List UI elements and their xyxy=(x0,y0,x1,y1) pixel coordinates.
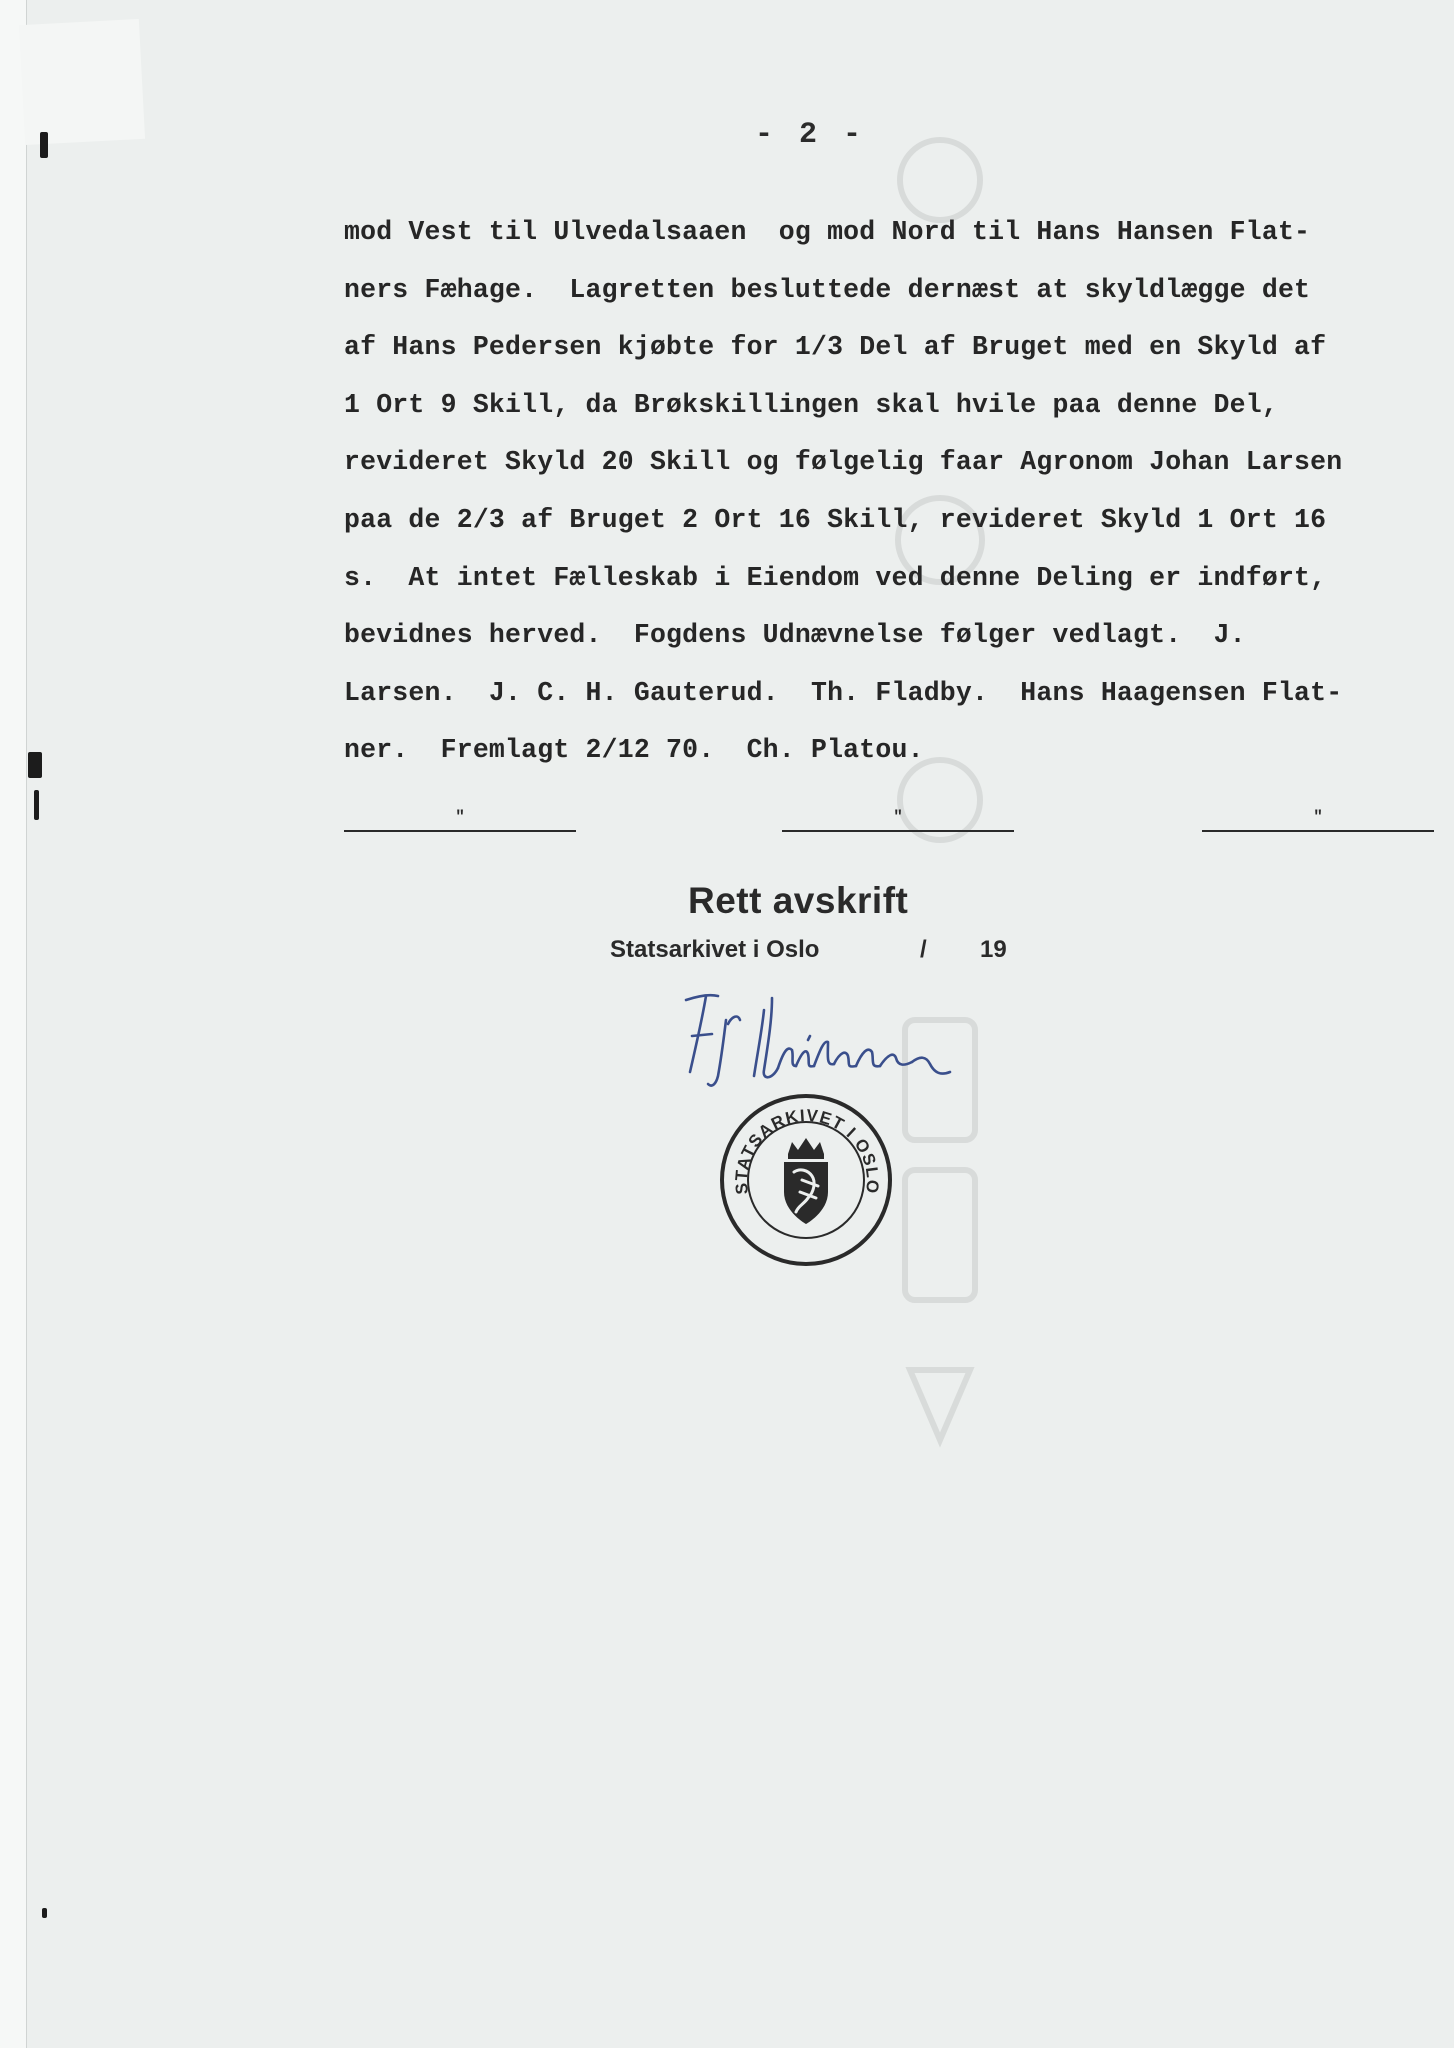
margin-mark xyxy=(28,752,42,778)
body-line: bevidnes herved. Fogdens Udnævnelse følger vedlagt. J. xyxy=(344,620,1246,651)
crown-icon xyxy=(788,1138,824,1159)
page-corner xyxy=(19,19,145,145)
body-line: ners Fæhage. Lagretten besluttede dernæst at skyldlægge det xyxy=(344,274,1311,305)
body-line: ner. Fremlagt 2/12 70. Ch. Platou. xyxy=(344,735,924,766)
body-line: mod Vest til Ulvedalsaaen og mod Nord til Hans Hansen Flat- xyxy=(344,217,1311,247)
page-number: - 2 - xyxy=(754,118,865,152)
body-line: revideret Skyld 20 Skill og følgelig faar Agronom Johan Larsen xyxy=(344,447,1343,478)
body-line: af Hans Pedersen kjøbte for 1/3 Del af Bruget med en Skyld af xyxy=(344,332,1327,363)
body-line: 1 Ort 9 Skill, da Brøkskillingen skal hvile paa denne Del, xyxy=(344,389,1278,420)
ditto-rule: " xyxy=(344,808,576,832)
body-text xyxy=(344,204,1434,780)
margin-mark xyxy=(34,790,39,820)
margin-mark xyxy=(40,132,48,158)
handwritten-signature xyxy=(668,980,1048,1090)
body-line: s. At intet Fælleskab i Eiendom ved denne Deling er indført, xyxy=(344,562,1327,593)
margin-mark xyxy=(42,1908,47,1918)
date-separator: / xyxy=(920,936,927,963)
ditto-rule: " xyxy=(782,808,1014,832)
archive-seal xyxy=(718,1092,894,1268)
page-left-edge xyxy=(0,0,27,2048)
body-line: paa de 2/3 af Bruget 2 Ort 16 Skill, revideret Skyld 1 Ort 16 xyxy=(344,504,1327,535)
coat-of-arms-icon xyxy=(784,1162,828,1224)
archive-line: Statsarkivet i Oslo xyxy=(610,936,820,963)
seal-text: STATSARKIVET I OSLO xyxy=(731,1105,883,1196)
year-prefix: 19 xyxy=(980,936,1007,963)
ditto-rule: " xyxy=(1202,808,1434,832)
body-line: Larsen. J. C. H. Gauterud. Th. Fladby. Hans Haagensen Flat- xyxy=(344,677,1343,708)
certification-title: Rett avskrift xyxy=(688,880,909,921)
